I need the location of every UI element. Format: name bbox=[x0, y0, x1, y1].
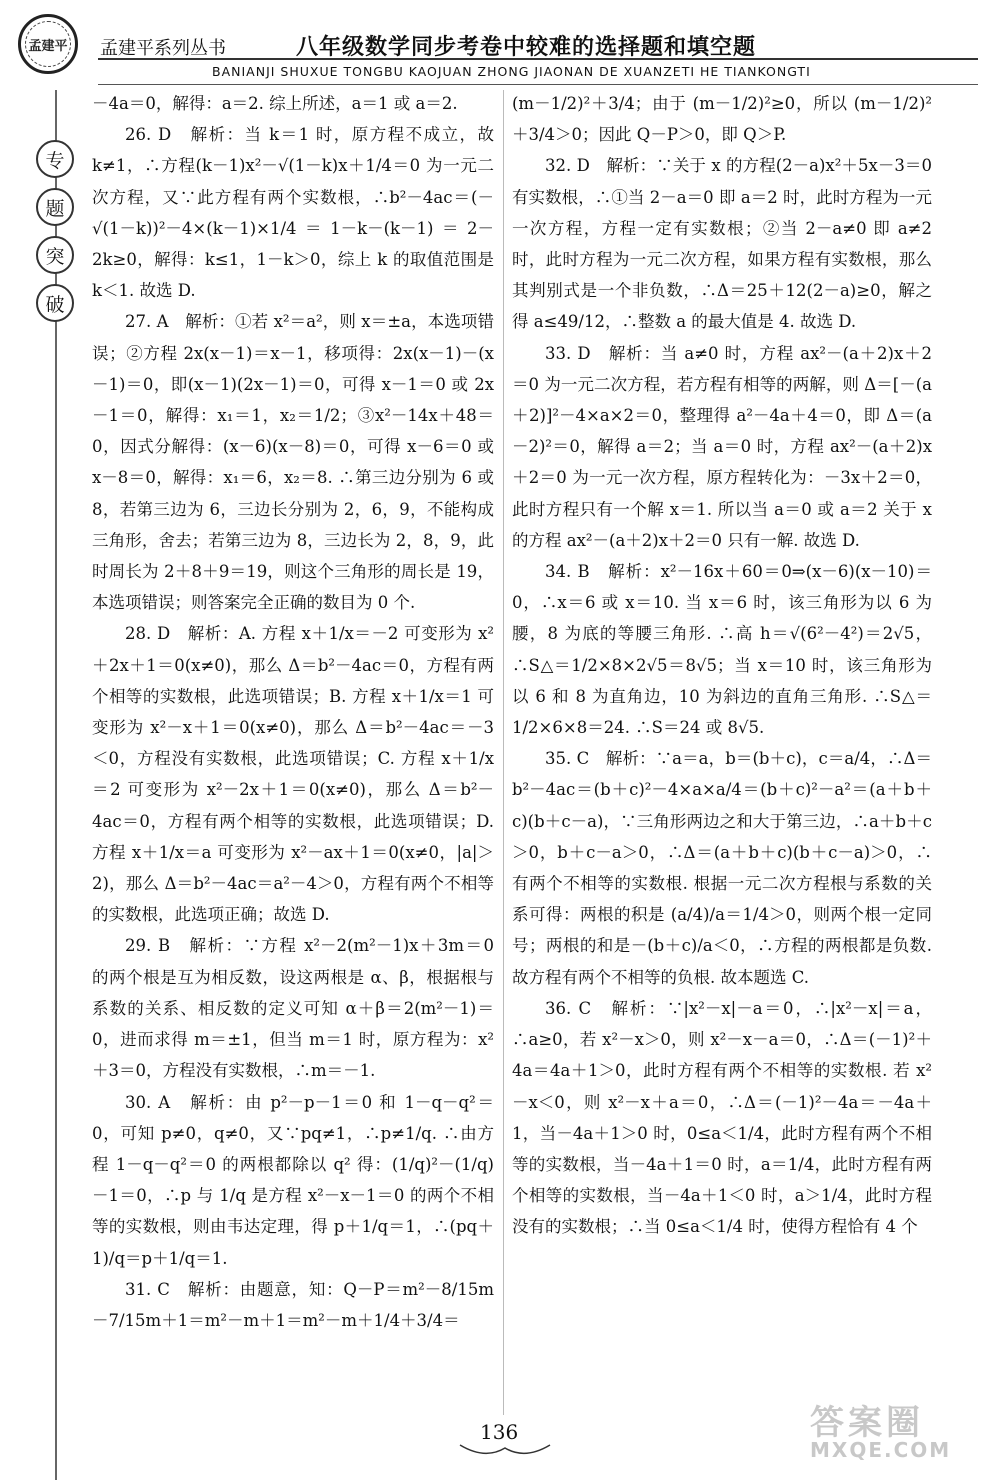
right-text-column bbox=[512, 88, 932, 1243]
header-rule bbox=[98, 58, 978, 60]
side-badge-4: 破 bbox=[36, 284, 74, 322]
answer-paragraph: 32. D 解析：∵关于 x 的方程(2－a)x²＋5x－3＝0 有实数根，∴①当 2－a＝0 即 a＝2 时，此时方程为一元一次方程，方程一定有实数根；②当 2－a≠0 即 a≠2 时，此时方程为一元二次方程，如果方程有实数根，那么其判别式是一个非负数，∴Δ＝25＋12(2－a)≥0，解之得 a≤49/12，∴整数 a 的最大值是 4. 故选 D. bbox=[512, 156, 932, 332]
page-number: 136 bbox=[480, 1420, 519, 1444]
page-header-title: 八年级数学同步考卷中较难的选择题和填空题 bbox=[296, 34, 757, 60]
answer-paragraph: 34. B 解析：x²－16x＋60＝0⇒(x－6)(x－10)＝0，∴x＝6 或 x＝10. 当 x＝6 时，该三角形为以 6 为腰，8 为底的等腰三角形. ∴高 h＝√(6²－4²)＝2√5，∴S△＝1/2×8×2√5＝8√5；当 x＝10 时，该三角形为以 6 和 8 为直角边，10 为斜边的直角三角形. ∴S△＝1/2×6×8＝24. ∴S＝24 或 8√5. bbox=[512, 562, 932, 738]
answer-paragraph: 36. C 解析：∵|x²－x|－a＝0，∴|x²－x|＝a，∴a≥0，若 x²－x＞0，则 x²－x－a＝0，∴Δ＝(－1)²＋4a＝4a＋1＞0，此时方程有两个不相等的实数根. 若 x²－x＜0，则 x²－x＋a＝0，∴Δ＝(－1)²－4a＝－4a＋1，当－4a＋1＞0 时，0≤a＜1/4，此时方程有两个不相等的实数根，当－4a＋1＝0 时，a＝1/4，此时方程有两个相等的实数根，当－4a＋1＜0 时，a＞1/4，此时方程没有的实数根；∴当 0≤a＜1/4 时，使得方程恰有 4 个 bbox=[512, 998, 932, 1237]
watermark-line2: MXQE.COM bbox=[810, 1438, 952, 1462]
side-badge-1: 专 bbox=[36, 140, 74, 178]
column-divider bbox=[503, 90, 504, 1415]
answer-paragraph: 29. B 解析：∵方程 x²－2(m²－1)x＋3m＝0 的两个根是互为相反数，设这两根是 α、β，根据根与系数的关系、相反数的定义可知 α＋β＝2(m²－1)＝0，进而求得 m＝±1，但当 m＝1 时，原方程为：x²＋3＝0，方程没有实数根，∴m＝－1. bbox=[92, 936, 494, 1081]
answer-paragraph: 35. C 解析：∵a＝a，b＝(b＋c)，c＝a/4，∴Δ＝b²－4ac＝(b＋c)²－4×a×a/4＝(b＋c)²－a²＝(a＋b＋c)(b＋c－a)，∵三角形两边之和大于第三边，∴a＋b＋c＞0，b＋c－a＞0，∴Δ＝(a＋b＋c)(b＋c－a)＞0，∴有两个不相等的实数根. 根据一元二次方程根与系数的关系可得：两根的积是 (a/4)/a＝1/4＞0，则两个根一定同号；两根的和是－(b＋c)/a＜0，∴方程的两根都是负数. 故方程有两个不相等的负根. 故本题选 C. bbox=[512, 749, 932, 987]
page-number-ornament bbox=[455, 1440, 555, 1460]
header-rule-lower bbox=[98, 84, 978, 85]
side-badge-3: 突 bbox=[36, 236, 74, 274]
watermark bbox=[810, 1395, 980, 1465]
series-title: 孟建平系列丛书 bbox=[100, 38, 226, 59]
answer-paragraph: 31. C 解析：由题意，知：Q－P＝m²－8/15m－7/15m＋1＝m²－m＋1＝m²－m＋1/4＋3/4＝ bbox=[92, 1279, 494, 1330]
left-text-column bbox=[92, 88, 494, 1336]
answer-paragraph: 30. A 解析：由 p²－p－1＝0 和 1－q－q²＝0，可知 p≠0，q≠0，又∵pq≠1，∴p≠1/q. ∴由方程 1－q－q²＝0 的两根都除以 q² 得：(1/q)²－(1/q)－1＝0，∴p 与 1/q 是方程 x²－x－1＝0 的两个不相等的实数根，则由韦达定理，得 p＋1/q＝1，∴(pq＋1)/q＝p＋1/q＝1. bbox=[92, 1092, 494, 1268]
answer-paragraph: 33. D 解析：当 a≠0 时，方程 ax²－(a＋2)x＋2＝0 为一元二次方程，若方程有相等的两解，则 Δ＝[－(a＋2)]²－4×a×2＝0，整理得 a²－4a＋4＝0，即 Δ＝(a－2)²＝0，解得 a＝2；当 a＝0 时，方程 ax²－(a＋2)x＋2＝0 为一元一次方程，原方程转化为：－3x＋2＝0，此时方程只有一个解 x＝1. 所以当 a＝0 或 a＝2 关于 x 的方程 ax²－(a＋2)x＋2＝0 只有一解. 故选 D. bbox=[512, 343, 932, 550]
answer-paragraph: (m－1/2)²＋3/4；由于 (m－1/2)²≥0，所以 (m－1/2)²＋3/4＞0；因此 Q－P＞0，即 Q＞P. bbox=[512, 94, 932, 145]
side-badge-2: 题 bbox=[36, 188, 74, 226]
answer-paragraph: 27. A 解析：①若 x²＝a²，则 x＝±a，本选项错误；②方程 2x(x－1)＝x－1，移项得：2x(x－1)－(x－1)＝0，即(x－1)(2x－1)＝0，可得 x－1＝0 或 2x－1＝0，解得：x₁＝1，x₂＝1/2；③x²－14x＋48＝0，因式分解得：(x－6)(x－8)＝0，可得 x－6＝0 或 x－8＝0，解得：x₁＝6，x₂＝8. ∴第三边分别为 6 或 8，若第三边为 6，三边长分别为 2，6，9，不能构成三角形，舍去；若第三边为 8，三边长为 2，8，9，此时周长为 2＋8＋9＝19，则这个三角形的周长是 19，本选项错误；则答案完全正确的数目为 0 个. bbox=[92, 312, 494, 613]
answer-paragraph: 28. D 解析：A. 方程 x＋1/x＝－2 可变形为 x²＋2x＋1＝0(x≠0)，那么 Δ＝b²－4ac＝0，方程有两个相等的实数根，此选项错误；B. 方程 x＋1/x＝1 可变形为 x²－x＋1＝0(x≠0)，那么 Δ＝b²－4ac＝－3＜0，方程没有实数根，此选项错误；C. 方程 x＋1/x＝2 可变形为 x²－2x＋1＝0(x≠0)，那么 Δ＝b²－4ac＝0，方程有两个相等的实数根，此选项错误；D. 方程 x＋1/x＝a 可变形为 x²－ax＋1＝0(x≠0，|a|＞2)，那么 Δ＝b²－4ac＝a²－4＞0，方程有两个不相等的实数根，此选项正确；故选 D. bbox=[92, 624, 494, 925]
answer-paragraph: －4a＝0，解得：a＝2. 综上所述，a＝1 或 a＝2. bbox=[92, 94, 458, 113]
answer-paragraph: 26. D 解析：当 k＝1 时，原方程不成立，故 k≠1，∴方程(k－1)x²－√(1－k)x＋1/4＝0 为一元二次方程，又∵此方程有两个实数根，∴b²－4ac＝(－√(1－k))²－4×(k－1)×1/4＝1－k－(k－1)＝2－2k≥0，解得：k≤1，1－k＞0，综上 k 的取值范围是 k＜1. 故选 D. bbox=[92, 125, 494, 301]
watermark-line1: 答案圈 bbox=[810, 1403, 924, 1443]
publisher-logo: 孟建平 bbox=[18, 14, 78, 74]
page-header-pinyin: BANIANJI SHUXUE TONGBU KAOJUAN ZHONG JIAONAN DE XUANZETI HE TIANKONGTI bbox=[212, 64, 811, 79]
